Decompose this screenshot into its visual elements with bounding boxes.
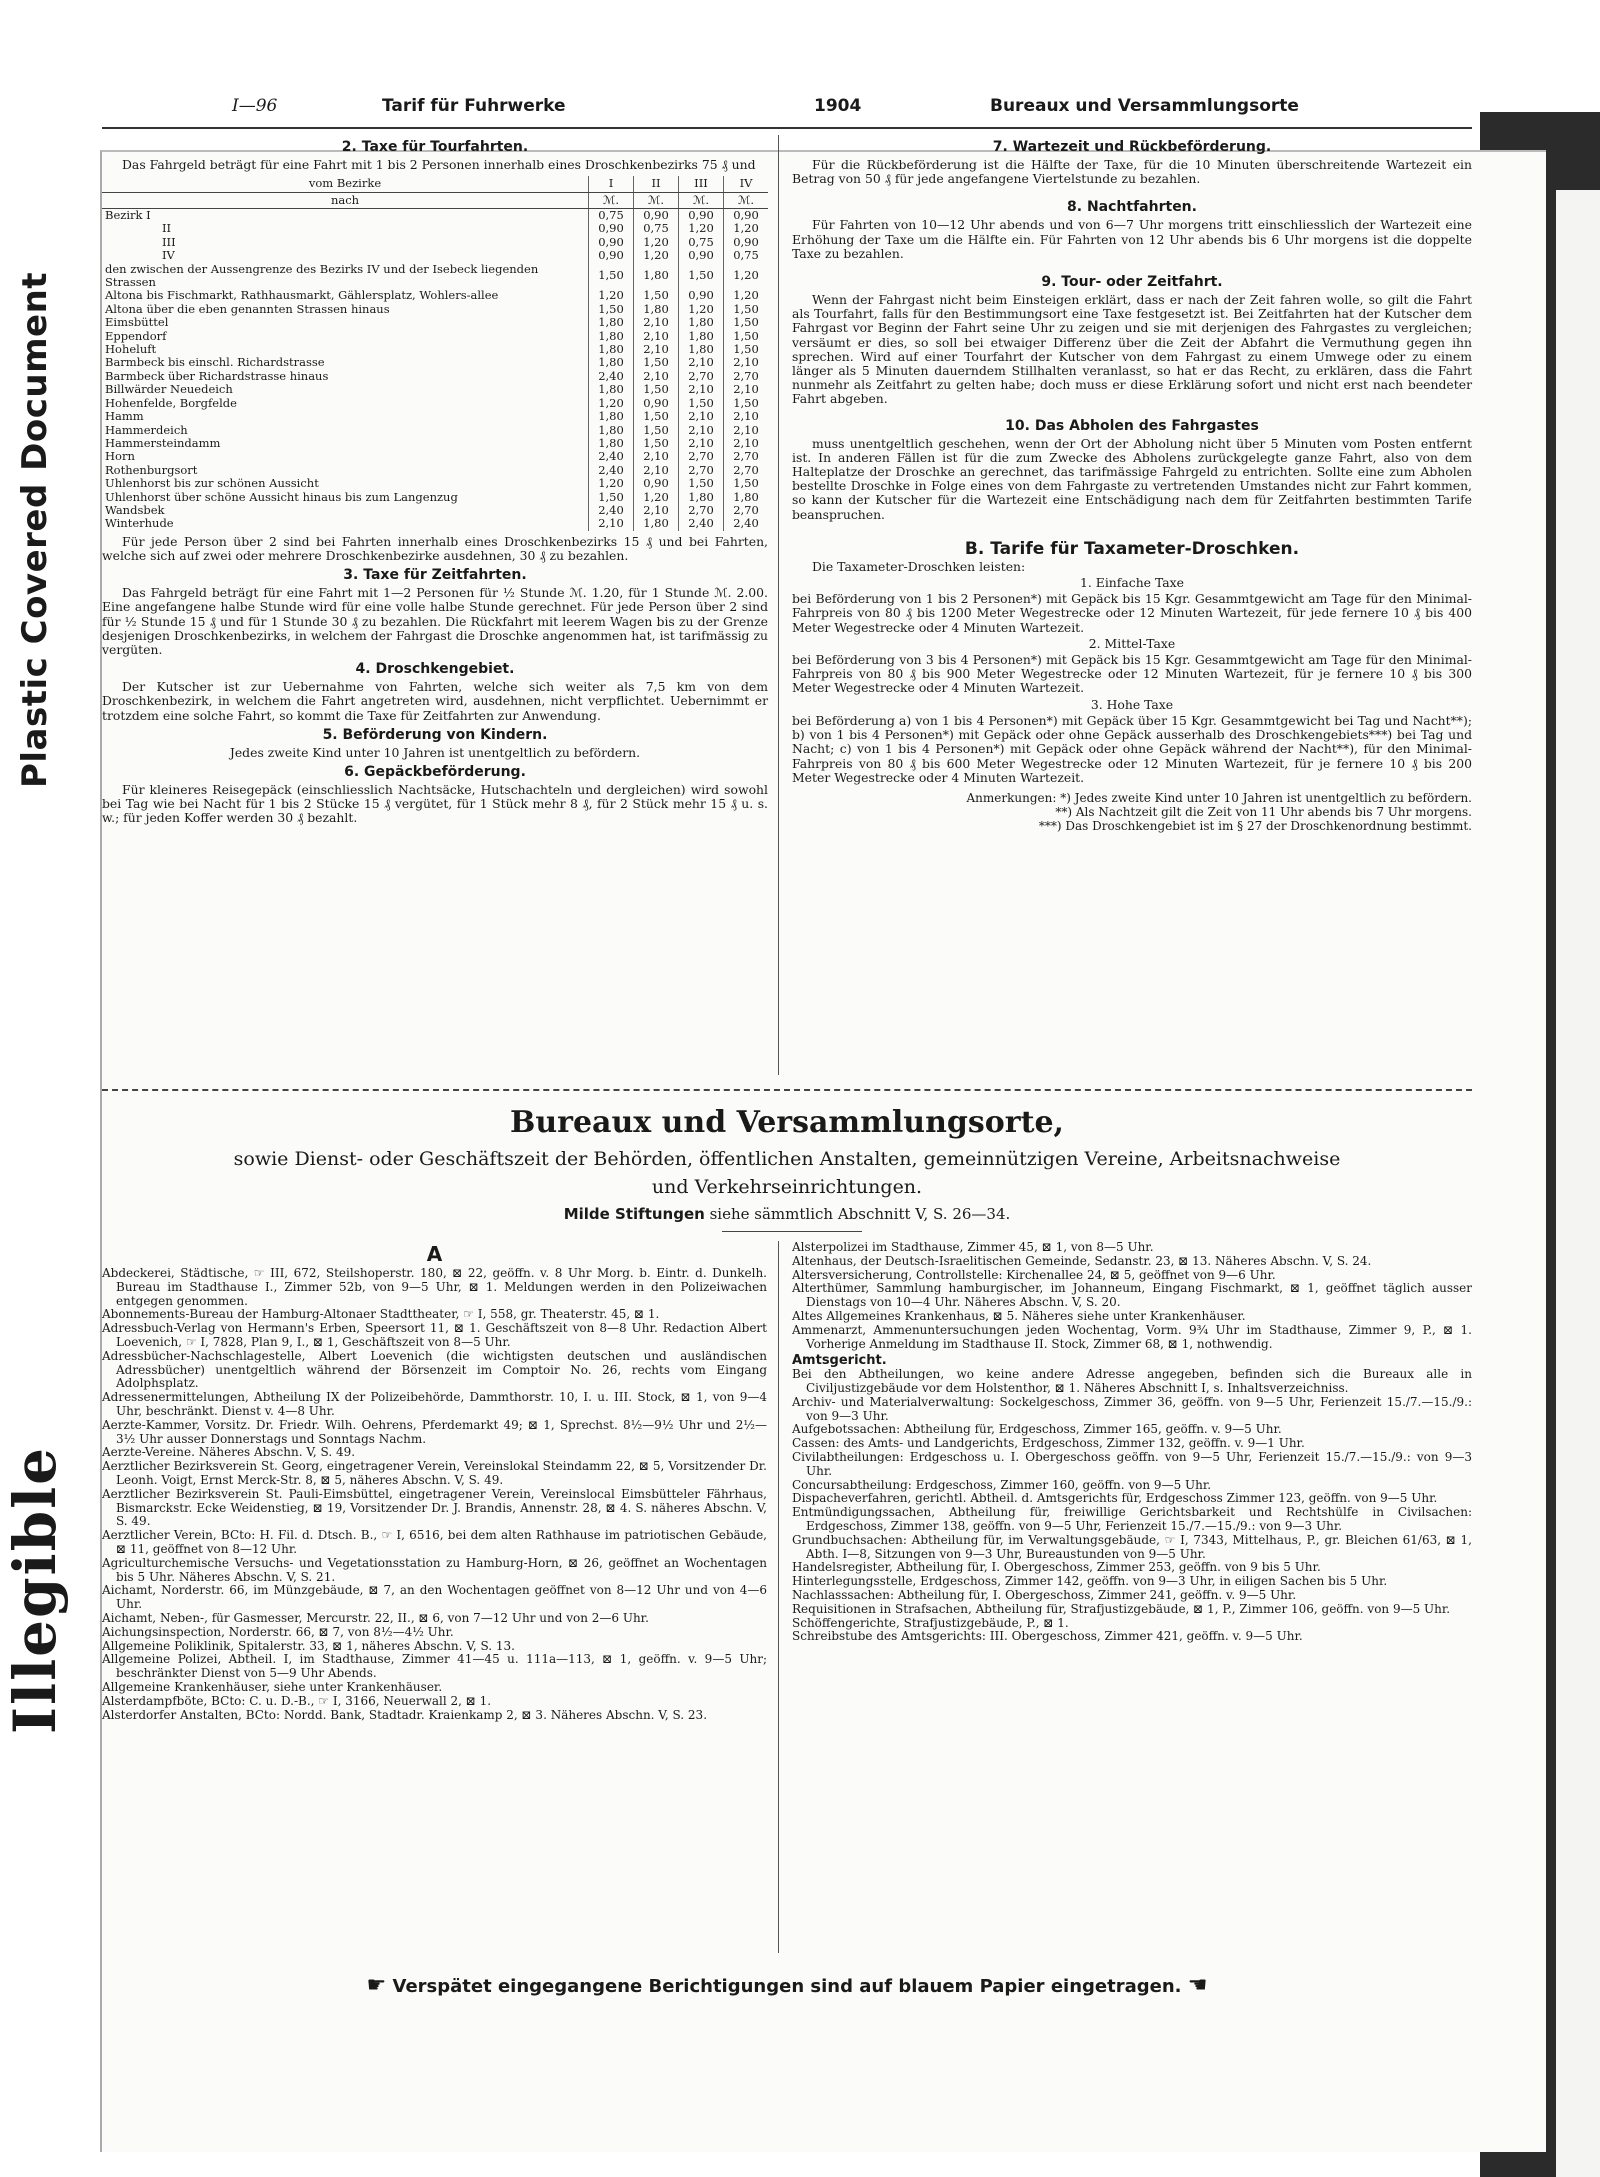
section-2-note: Für jede Person über 2 sind bei Fahrten innerhalb eines Droschkenbezirks 15 ₰ und bei Fahrten, welche sich auf zwei oder mehrere Droschkenbezirke ausdehnen, 30 ₰ zu bezahlen. (102, 533, 768, 563)
section-2-title: 2. Taxe für Tourfahrten. (341, 139, 529, 155)
bureaux-column-divider (778, 1241, 779, 1953)
fare-value: 1,50 (724, 316, 769, 329)
fare-value: 0,75 (589, 209, 634, 223)
fare-subhead-unit: ℳ. (724, 192, 769, 208)
bureaux-subtitle-2: und Verkehrseinrichtungen. (651, 1176, 923, 1198)
fare-row (102, 424, 768, 437)
illegible-text: Illegible (1, 1445, 69, 1735)
fare-destination: Hamm (105, 409, 144, 424)
section-3-text: Das Fahrgeld beträgt für eine Fahrt mit 1—2 Personen für ½ Stunde ℳ. 1.20, für 1 Stunde ℳ. 2.00. Eine angefangene halbe Stunde wird für eine volle halbe Stunde gerechnet. Für jede Person über 2 sind für ½ Stunde 15 ₰ und für 1 Stunde 30 ₰ zu bezahlen. Die Rückfahrt mit leerem Wagen bis zu der Grenze desjenigen Droschkenbezirks, in welchem der Fahrgast die Droschke angenommen hat, ist tarifmässig zu vergüten. (102, 585, 768, 657)
fare-destination: Uhlenhorst über schöne Aussicht hinaus bis zum Langenzug (105, 489, 458, 504)
directory-entry: Aerztlicher Verein, BCto: H. Fil. d. Dtsch. B., ☞ I, 6516, bei dem alten Rathhause im patriotischen Gebäude, ⊠ 11, geöffnet von 8—12 Uhr. (102, 1528, 767, 1556)
fare-value: 0,90 (634, 477, 679, 490)
fare-value: 1,50 (634, 410, 679, 423)
fare-row (102, 383, 768, 396)
fare-value: 2,10 (724, 410, 769, 423)
fare-value: 2,10 (724, 437, 769, 450)
fare-head-col: IV (724, 176, 769, 192)
fare-value: 2,70 (679, 504, 724, 517)
section-10-title: 10. Das Abholen des Fahrgastes (1005, 417, 1259, 434)
fare-value: 1,80 (589, 410, 634, 423)
directory-entry: Entmündigungssachen, Abtheilung für, freiwillige Gerichtsbarkeit und Rechtshülfe in Civilsachen: Erdgeschoss, Zimmer 138, geöffn. von 9—5 Uhr, Ferienzeit 15./7.—15./9.: von 9—3 Uhr. (792, 1505, 1472, 1533)
taxe-3-title: 3. Hohe Taxe (1090, 696, 1174, 712)
directory-entry: Alterthümer, Sammlung hamburgischer, im Johanneum, Eingang Fischmarkt, ⊠ 1, geöffnet täglich ausser Dienstags von 10—4 Uhr. Näheres Abschn. V, S. 20. (792, 1281, 1472, 1310)
fare-value: 1,20 (724, 289, 769, 302)
fare-destination: Barmbeck über Richardstrasse hinaus (105, 368, 329, 383)
fare-value: 0,90 (634, 397, 679, 410)
directory-entry: Requisitionen in Strafsachen, Abtheilung für, Strafjustizgebäude, ⊠ 1, P., Zimmer 106, geöffn. von 9—5 Uhr. (792, 1601, 1451, 1616)
bureaux-left-entries (102, 1267, 767, 1722)
fare-value: 1,20 (724, 263, 769, 290)
fare-value: 1,80 (634, 263, 679, 290)
fare-value: 2,10 (679, 356, 724, 369)
fare-value: 1,80 (679, 330, 724, 343)
fare-value: 2,10 (634, 316, 679, 329)
fare-value: 0,90 (589, 222, 634, 235)
fare-value: 0,90 (724, 236, 769, 249)
fare-value: 0,90 (634, 209, 679, 223)
fare-value: 2,40 (724, 517, 769, 530)
header-year: 1904 (814, 96, 862, 116)
section-6-title: 6. Gepäckbeförderung. (344, 764, 526, 780)
letter-heading: A (426, 1242, 443, 1266)
directory-entry: Aerztlicher Bezirksverein St. Pauli-Eimsbüttel, eingetragener Verein, Vereinslocal Eimsbütteler Fährhaus, Bismarckstr. Ecke Weidenstieg, ⊠ 19, Vorsitzender Dr. J. Brandis, Annenstr. 28, ⊠ 4. S. näheres Abschn. V, S. 49. (102, 1486, 767, 1529)
fare-head-col: III (679, 176, 724, 192)
fare-head-col: II (634, 176, 679, 192)
fare-value: 0,90 (724, 209, 769, 223)
pointing-hand-left-icon: ☚ (1187, 1973, 1208, 1998)
tariff-right-column (792, 135, 1472, 834)
fare-value: 1,50 (724, 343, 769, 356)
fare-value: 2,70 (679, 370, 724, 383)
fare-value: 1,50 (589, 263, 634, 290)
fare-value: 2,10 (724, 356, 769, 369)
fare-value: 0,90 (679, 249, 724, 262)
fare-value: 1,20 (634, 236, 679, 249)
fare-row (102, 464, 768, 477)
fare-value: 1,20 (634, 249, 679, 262)
column-divider (778, 135, 779, 1075)
fare-row (102, 491, 768, 504)
fare-value: 1,50 (724, 477, 769, 490)
fare-value: 2,10 (634, 450, 679, 463)
fare-value: 2,40 (589, 504, 634, 517)
short-rule (722, 1231, 862, 1232)
page-number: I—96 (232, 96, 278, 116)
fare-row (102, 249, 768, 262)
fare-value: 2,40 (589, 370, 634, 383)
fare-value: 0,90 (679, 289, 724, 302)
section-10-text: muss unentgeltlich geschehen, wenn der Ort der Abholung nicht über 5 Minuten vom Posten entfernt ist. In anderen Fällen ist für die zum Zwecke des Abholens zurückgelegte ganze Fahrt, also von dem Halteplatze der Droschke an gerechnet, das tarifmässige Fahrgeld zu entrichten. Sollte eine zum Abholen bestellte Droschke in Folge eines von dem Fahrgaste zu vertretenden Umstandes nicht zur Fahrt kommen, so kann der Kutscher für die Wartezeit eine Entschädigung nach dem für Zeitfahrten bestimmten Tarife beanspruchen. (792, 435, 1472, 522)
fare-value: 2,70 (679, 464, 724, 477)
fare-destination: Altona über die eben genannten Strassen hinaus (105, 301, 390, 316)
fare-value: 1,20 (724, 222, 769, 235)
fare-row (102, 343, 768, 356)
fare-value: 1,50 (679, 477, 724, 490)
fare-value: 1,80 (679, 316, 724, 329)
fare-value: 2,70 (724, 504, 769, 517)
fare-value: 2,70 (724, 464, 769, 477)
directory-entry: Aichungsinspection, Norderstr. 66, ⊠ 7, von 8½—4½ Uhr. (102, 1624, 454, 1639)
fare-value: 2,10 (634, 330, 679, 343)
section-8-title: 8. Nachtfahrten. (1067, 199, 1197, 216)
fare-destination: Billwärder Neuedeich (105, 382, 233, 397)
directory-entry: Alsterdampfböte, BCto: C. u. D.-B., ☞ I, 3166, Neuerwall 2, ⊠ 1. (102, 1693, 492, 1708)
fare-row (102, 477, 768, 490)
fare-destination: Hammersteindamm (105, 435, 221, 450)
fare-value: 1,80 (634, 517, 679, 530)
section-4-title: 4. Droschkengebiet. (355, 661, 515, 678)
fare-destination: Hohenfelde, Borgfelde (105, 395, 237, 410)
fare-value: 1,80 (679, 343, 724, 356)
fare-destination: II (162, 221, 172, 236)
fare-value: 1,80 (589, 316, 634, 329)
next-page-strip (1556, 190, 1600, 2177)
fare-row (102, 289, 768, 302)
section-5-text: Jedes zweite Kind unter 10 Jahren ist unentgeltlich zu befördern. (229, 744, 641, 760)
directory-entry: Aerztlicher Bezirksverein St. Georg, eingetragener Verein, Vereinslokal Steindamm 22, ⊠ 5, Vorsitzender Dr. Leonh. Voigt, Ernst Merck-Str. 8, ⊠ 5, näheres Abschn. V, S. 49. (102, 1459, 767, 1487)
section-7-title: 7. Wartezeit und Rückbeförderung. (992, 139, 1272, 155)
annotation-line: Anmerkungen: *) Jedes zweite Kind unter 10 Jahren ist unentgeltlich zu befördern. (966, 790, 1472, 805)
directory-entry: Adressbücher-Nachschlagestelle, Albert Loevenich (die wichtigsten deutschen und ausländischen Adressbücher) unentgeltlich während der Börsenzeit im Comptoir No. 26, rechts vom Eingang Adolphsplatz. (102, 1348, 767, 1391)
fare-row (102, 397, 768, 410)
fare-destination: III (162, 234, 176, 249)
directory-entry: Civilabtheilungen: Erdgeschoss u. I. Obergeschoss geöffn. von 9—5 Uhr, Ferienzeit 15./7.—15./9.: von 9—3 Uhr. (792, 1449, 1472, 1478)
directory-entry: Alsterpolizei im Stadthause, Zimmer 45, ⊠ 1, von 8—5 Uhr. (792, 1240, 1154, 1254)
stiftungen-reference (102, 1205, 1472, 1223)
plastic-covered-label (0, 250, 70, 810)
fare-destination: Eimsbüttel (105, 315, 169, 330)
taxe-1-text: bei Beförderung von 1 bis 2 Personen*) mit Gepäck bis 15 Kgr. Gesammtgewicht am Tage für den Minimal-Fahrpreis von 80 ₰ bis 1200 Meter Wegestrecke oder 12 Minuten Wartezeit, für jede fernere 10 ₰ bis 400 Meter Wegestrecke oder 4 Minuten Wartezeit. (792, 591, 1472, 635)
fare-row (102, 517, 768, 530)
pointing-hand-right-icon: ☛ (366, 1973, 387, 1998)
directory-entry: Aerzte-Vereine. Näheres Abschn. V, S. 49. (102, 1445, 356, 1460)
directory-entry: Schreibstube des Amtsgerichts: III. Obergeschoss, Zimmer 421, geöffn. v. 9—5 Uhr. (792, 1629, 1303, 1644)
directory-entry: Altersversicherung, Controllstelle: Kirchenallee 24, ⊠ 5, geöffnet von 9—6 Uhr. (792, 1267, 1276, 1282)
directory-entry: Handelsregister, Abtheilung für, I. Obergeschoss, Zimmer 253, geöffn. von 9 bis 5 Uhr. (792, 1560, 1321, 1575)
fare-row (102, 222, 768, 235)
fare-row (102, 410, 768, 423)
illegible-label (0, 1440, 70, 1740)
tariff-left-column (102, 135, 768, 828)
stiftungen-label: Milde Stiftungen (563, 1205, 705, 1223)
directory-entry: Ammenarzt, Ammenuntersuchungen jeden Wochentag, Vorm. 9¾ Uhr im Stadthause, Zimmer 9, P., ⊠ 1. Vorherige Anmeldung im Stadthause II. Stock, Zimmer 68, ⊠ 1, nothwendig. (792, 1322, 1472, 1351)
section-9-title: 9. Tour- oder Zeitfahrt. (1041, 274, 1223, 291)
directory-entry: Concursabtheilung: Erdgeschoss, Zimmer 160, geöffn. von 9—5 Uhr. (792, 1477, 1212, 1492)
fare-value: 1,50 (724, 303, 769, 316)
bureaux-title: Bureaux und Versammlungsorte, (509, 1105, 1064, 1140)
fare-table-head (102, 176, 768, 192)
fare-value: 2,10 (679, 383, 724, 396)
fare-value: 2,10 (679, 410, 724, 423)
directory-entry: Dispacheverfahren, gerichtl. Abtheil. d. Amtsgerichts für, Erdgeschoss Zimmer 123, geöffn. von 9—5 Uhr. (792, 1491, 1438, 1506)
directory-entry: Hinterlegungsstelle, Erdgeschoss, Zimmer 142, geöffn. von 9—3 Uhr, in eiligen Sachen bis 5 Uhr. (792, 1574, 1388, 1589)
section-b-title: B. Tarife für Taxameter-Droschken. (964, 538, 1300, 559)
directory-entry: Aichamt, Neben-, für Gasmesser, Mercurstr. 22, II., ⊠ 6, von 7—12 Uhr und von 2—6 Uhr. (102, 1610, 649, 1625)
running-header (102, 96, 1472, 129)
fare-value: 0,90 (589, 249, 634, 262)
directory-entry: Schöffengerichte, Strafjustizgebäude, P., ⊠ 1. (792, 1615, 1069, 1630)
directory-entry: Allgemeine Poliklinik, Spitalerstr. 33, ⊠ 1, näheres Abschn. V, S. 13. (102, 1638, 515, 1653)
fare-value: 1,80 (589, 437, 634, 450)
footer-text: Verspätet eingegangene Berichtigungen sind auf blauem Papier eingetragen. (392, 1976, 1182, 1997)
fare-destination: Bezirk I (105, 208, 151, 223)
fare-value: 1,50 (589, 303, 634, 316)
fare-value: 1,20 (679, 303, 724, 316)
fare-row (102, 316, 768, 329)
fare-value: 0,90 (589, 236, 634, 249)
fare-destination: IV (162, 248, 175, 263)
fare-value: 1,20 (634, 491, 679, 504)
fare-subhead-unit: ℳ. (634, 192, 679, 208)
fare-table-subhead (102, 192, 768, 208)
fare-value: 1,50 (724, 397, 769, 410)
fare-value: 1,80 (634, 303, 679, 316)
section-4-text: Der Kutscher ist zur Uebernahme von Fahrten, welche sich weiter als 7,5 km von dem Droschkenbezirk, in welchem die Fahrt angetreten wird, ausdehnen, nicht verpflichtet. Uebernimmt er trotzdem eine solche Fahrt, so kommt die Taxe für Zeitfahrten zur Anwendung. (102, 679, 768, 723)
fare-value: 0,75 (724, 249, 769, 262)
directory-entry: Aerzte-Kammer, Vorsitz. Dr. Friedr. Wilh. Oehrens, Pferdemarkt 49; ⊠ 1, Sprechst. 8½—9½ Uhr und 2½—3½ Uhr ausser Donnerstags und Sonntags Nachm. (102, 1417, 767, 1446)
fare-value: 1,20 (589, 397, 634, 410)
fare-value: 1,80 (679, 491, 724, 504)
fare-row (102, 370, 768, 383)
fare-destination: Uhlenhorst bis zur schönen Aussicht (105, 476, 319, 491)
directory-entry: Bei den Abtheilungen, wo keine andere Adresse angegeben, befinden sich die Bureaux alle in Civiljustizgebäude vor dem Holstenthor, ⊠ 1. Näheres Abschnitt I, s. Inhaltsverzeichniss. (792, 1367, 1472, 1395)
directory-entry: Allgemeine Polizei, Abtheil. I, im Stadthause, Zimmer 41—45 u. 111a—113, ⊠ 1, geöffn. v. 9—5 Uhr; beschränkter Dienst von 5—9 Uhr Abends. (102, 1652, 767, 1681)
taxe-1-title: 1. Einfache Taxe (1080, 575, 1184, 591)
footer-note (102, 1973, 1472, 1998)
fare-value: 1,50 (679, 263, 724, 290)
taxe-2-text: bei Beförderung von 3 bis 4 Personen*) mit Gepäck bis 15 Kgr. Gesammtgewicht am Tage für den Minimal-Fahrpreis von 80 ₰ bis 900 Meter Wegestrecke oder 12 Minuten Wartezeit, für je fernere 10 ₰ bis 300 Meter Wegestrecke oder 4 Minuten Wartezeit. (792, 652, 1472, 696)
directory-entry: Alsterdorfer Anstalten, BCto: Nordd. Bank, Stadtadr. Kraienkamp 2, ⊠ 3. Näheres Abschn. V, S. 23. (102, 1707, 708, 1722)
directory-entry: Adressenermittelungen, Abtheilung IX der Polizeibehörde, Dammthorstr. 10, I. u. III. Stock, ⊠ 1, von 9—4 Uhr, beschränkt. Dienst v. 4—8 Uhr. (102, 1390, 767, 1418)
directory-entry: Grundbuchsachen: Abtheilung für, im Verwaltungsgebäude, ☞ I, 7343, Mittelhaus, P., gr. Bleichen 61/63, ⊠ 1, Abth. I—8, Sitzungen von 9—3 Uhr, Bureaustunden von 9—5 Uhr. (792, 1532, 1472, 1561)
section-rule (102, 1089, 1472, 1091)
fare-row (102, 504, 768, 517)
taxe-3-text: bei Beförderung a) von 1 bis 4 Personen*) mit Gepäck über 15 Kgr. Gesammtgewicht bei Tag und Nacht**); b) von 1 bis 4 Personen*) mit Gepäck oder ohne Gepäck ausserhalb des Droschkengebiets***) bei Tag und Nacht; c) von 1 bis 4 Personen*) mit Gepäck oder ohne Gepäck während der Nacht**), für den Minimal-Fahrpreis von 80 ₰ bis 600 Meter Wegestrecke oder 12 Minuten Wartezeit, für je fernere 10 ₰ bis 200 Meter Wegestrecke oder 4 Minuten Wartezeit. (792, 712, 1472, 785)
section-8-text: Für Fahrten von 10—12 Uhr abends und von 6—7 Uhr morgens tritt einschliesslich der Wartezeit eine Erhöhung der Taxe um die Hälfte ein. Für Fahrten von 12 Uhr abends bis 6 Uhr morgens ist die doppelte Taxe zu bezahlen. (792, 217, 1472, 261)
amtsgericht-title: Amtsgericht. (792, 1353, 887, 1369)
fare-value: 2,40 (589, 450, 634, 463)
fare-value: 1,50 (634, 289, 679, 302)
fare-value: 2,70 (724, 450, 769, 463)
annotations (792, 791, 1472, 834)
stiftungen-ref-text: siehe sämmtlich Abschnitt V, S. 26—34. (709, 1205, 1011, 1223)
fare-destination: Horn (105, 449, 135, 464)
directory-entry: Archiv- und Materialverwaltung: Sockelgeschoss, Zimmer 36, geöffn. von 9—5 Uhr, Ferienzeit 15./7.—15./9.: von 9—3 Uhr. (792, 1394, 1472, 1423)
directory-entry: Aichamt, Norderstr. 66, im Münzgebäude, ⊠ 7, an den Wochentagen geöffnet von 8—12 Uhr und von 4—6 Uhr. (102, 1583, 767, 1612)
fare-value: 1,80 (589, 356, 634, 369)
fare-value: 1,50 (589, 491, 634, 504)
taxe-2-title: 2. Mittel-Taxe (1088, 635, 1176, 651)
bureaux-left-column (102, 1241, 767, 1722)
fare-destination: Hammerdeich (105, 422, 188, 437)
fare-destination: Wandsbek (105, 502, 165, 517)
directory-entry: Abonnements-Bureau der Hamburg-Altonaer Stadttheater, ☞ I, 558, gr. Theaterstr. 45, ⊠ 1. (102, 1307, 660, 1322)
fare-value: 2,40 (679, 517, 724, 530)
header-section: Bureaux und Versammlungsorte (990, 96, 1299, 116)
fare-value: 1,50 (634, 383, 679, 396)
fare-value: 2,40 (589, 464, 634, 477)
fare-value: 2,70 (724, 370, 769, 383)
amtsgericht-entries (792, 1368, 1472, 1644)
fare-value: 1,50 (634, 424, 679, 437)
fare-value: 1,50 (679, 397, 724, 410)
section-7-text: Für die Rückbeförderung ist die Hälfte der Taxe, für die 10 Minuten überschreitende Wartezeit ein Betrag von 50 ₰ für jede angefangene Viertelstunde zu bezahlen. (792, 157, 1472, 187)
fare-destination: Hoheluft (105, 342, 157, 357)
fare-value: 1,80 (589, 330, 634, 343)
fare-destination: Eppendorf (105, 328, 167, 343)
bureaux-right-column (792, 1241, 1472, 1644)
fare-row (102, 209, 768, 223)
directory-entry: Altenhaus, der Deutsch-Israelitischen Gemeinde, Sedanstr. 23, ⊠ 13. Näheres Abschn. V, S. 24. (792, 1253, 1372, 1268)
fare-value: 1,20 (589, 289, 634, 302)
plastic-covered-text: Plastic Covered Document (15, 271, 56, 789)
fare-value: 2,10 (589, 517, 634, 530)
annotation-line: ***) Das Droschkengebiet ist im § 27 der Droschkenordnung bestimmt. (1038, 819, 1472, 834)
directory-entry: Allgemeine Krankenhäuser, siehe unter Krankenhäuser. (102, 1679, 443, 1694)
fare-value: 2,70 (679, 450, 724, 463)
fare-value: 2,10 (634, 370, 679, 383)
fare-value: 2,10 (724, 424, 769, 437)
fare-row (102, 356, 768, 369)
directory-entry: Altes Allgemeines Krankenhaus, ⊠ 5. Näheres siehe unter Krankenhäuser. (792, 1308, 1246, 1323)
section-6-text: Für kleineres Reisegepäck (einschliesslich Nachtsäcke, Hutschachteln und dergleichen) wird sowohl bei Tag wie bei Nacht für 1 bis 2 Stücke 15 ₰ vergütet, für 1 Stück mehr 8 ₰, für 2 Stück mehr 15 ₰ u. s. w.; für jeden Koffer werden 30 ₰ bezahlt. (102, 782, 768, 826)
fare-value: 2,10 (679, 424, 724, 437)
header-title: Tarif für Fuhrwerke (382, 96, 566, 116)
fare-row (102, 437, 768, 450)
fare-value: 1,50 (634, 437, 679, 450)
fare-subhead-unit: ℳ. (679, 192, 724, 208)
directory-entry: Cassen: des Amts- und Landgerichts, Erdgeschoss, Zimmer 132, geöffn. v. 9—1 Uhr. (792, 1436, 1305, 1451)
fare-row (102, 450, 768, 463)
fare-row (102, 263, 768, 290)
fare-value: 0,75 (679, 236, 724, 249)
fare-destination: Barmbeck bis einschl. Richardstrasse (105, 355, 325, 370)
section-9-text: Wenn der Fahrgast nicht beim Einsteigen erklärt, dass er nach der Zeit fahren wolle, so gilt die Fahrt als Tourfahrt, falls für den Bestimmungsort eine Taxe festgesetzt ist. Bei Zeitfahrten hat der Kutscher dem Fahrgast vor Beginn der Fahrt seine Uhr zu zeigen und sie mit derjenigen des Fahrgastes zu vergleichen; versäumt er dies, so soll bei etwaiger Differenz über die Zeit der Abfahrt die Vermuthung gegen ihn sprechen. Wird auf einer Tourfahrt der Kutscher von dem Fahrgast zu einem Umwege oder zu einem länger als 5 Minuten dauerndem Stillhalten veranlasst, so hat er das Recht, zu erklären, dass die Fahrt nunmehr als Zeitfahrt zu gelten habe; doch muss er diese Erklärung sofort und nicht erst nach beendeter Fahrt abgeben. (792, 292, 1472, 407)
fare-table (102, 176, 768, 531)
fare-value: 1,80 (589, 343, 634, 356)
fare-destination: den zwischen der Aussengrenze des Bezirks IV und der Isebeck liegenden Strassen (105, 261, 539, 290)
directory-entry: Agriculturchemische Versuchs- und Vegetationsstation zu Hamburg-Horn, ⊠ 26, geöffnet an Wochentagen bis 5 Uhr. Näheres Abschn. V, S. 21. (102, 1555, 767, 1584)
tariff-columns (102, 135, 1472, 1077)
fare-value: 1,50 (724, 330, 769, 343)
fare-head-col: I (589, 176, 634, 192)
fare-row (102, 303, 768, 316)
section-5-title: 5. Beförderung von Kindern. (322, 726, 548, 743)
fare-row (102, 330, 768, 343)
section-b-intro: Die Taxameter-Droschken leisten: (812, 558, 1026, 574)
fare-row (102, 236, 768, 249)
directory-entry: Aufgebotssachen: Abtheilung für, Erdgeschoss, Zimmer 165, geöffn. v. 9—5 Uhr. (792, 1422, 1282, 1437)
fare-value: 0,90 (679, 209, 724, 223)
section-3-title: 3. Taxe für Zeitfahrten. (343, 567, 527, 584)
fare-destination: Winterhude (105, 516, 174, 531)
fare-value: 2,10 (724, 383, 769, 396)
fare-value: 0,75 (634, 222, 679, 235)
fare-subhead-unit: ℳ. (589, 192, 634, 208)
bureaux-right-entries (792, 1241, 1472, 1351)
fare-destination: Altona bis Fischmarkt, Rathhausmarkt, Gählersplatz, Wohlers-allee (105, 288, 499, 303)
fare-value: 1,20 (589, 477, 634, 490)
fare-value: 2,10 (634, 343, 679, 356)
fare-table-body (102, 209, 768, 531)
annotation-line: **) Als Nachtzeit gilt die Zeit von 11 Uhr abends bis 7 Uhr morgens. (1055, 805, 1472, 820)
fare-value: 1,20 (679, 222, 724, 235)
directory-entry: Adressbuch-Verlag von Hermann's Erben, Speersort 11, ⊠ 1. Geschäftszeit von 8—8 Uhr. Redaction Albert Loevenich, ☞ I, 7828, Plan 9, I., ⊠ 1, Geschäftszeit von 8—5 Uhr. (102, 1321, 767, 1349)
fare-value: 1,80 (724, 491, 769, 504)
fare-value: 1,80 (589, 383, 634, 396)
fare-value: 1,80 (589, 424, 634, 437)
bureaux-subtitle: sowie Dienst- oder Geschäftszeit der Behörden, öffentlichen Anstalten, gemeinnützigen Vereine, Arbeitsnachweise (233, 1148, 1341, 1170)
fare-value: 1,50 (634, 356, 679, 369)
fare-value: 2,10 (679, 437, 724, 450)
fare-destination: Rothenburgsort (105, 462, 198, 477)
directory-entry: Nachlasssachen: Abtheilung für, I. Obergeschoss, Zimmer 241, geöffn. v. 9—5 Uhr. (792, 1587, 1297, 1602)
fare-value: 2,10 (634, 504, 679, 517)
directory-entry: Abdeckerei, Städtische, ☞ III, 672, Steilshoperstr. 180, ⊠ 22, geöffn. v. 8 Uhr Morg. b. Eintr. d. Dunkelh. Bureau im Stadthause I., Zimmer 52b, von 9—5 Uhr, ⊠ 1. Meldungen werden in den Polizeiwachen entgegen genommen. (102, 1266, 767, 1308)
fare-subhead-to: nach (102, 192, 589, 208)
fare-value: 2,10 (634, 464, 679, 477)
section-2-intro: Das Fahrgeld beträgt für eine Fahrt mit 1 bis 2 Personen innerhalb eines Droschkenbezirks 75 ₰ und (122, 157, 756, 172)
fare-head-from: vom Bezirke (102, 176, 589, 192)
